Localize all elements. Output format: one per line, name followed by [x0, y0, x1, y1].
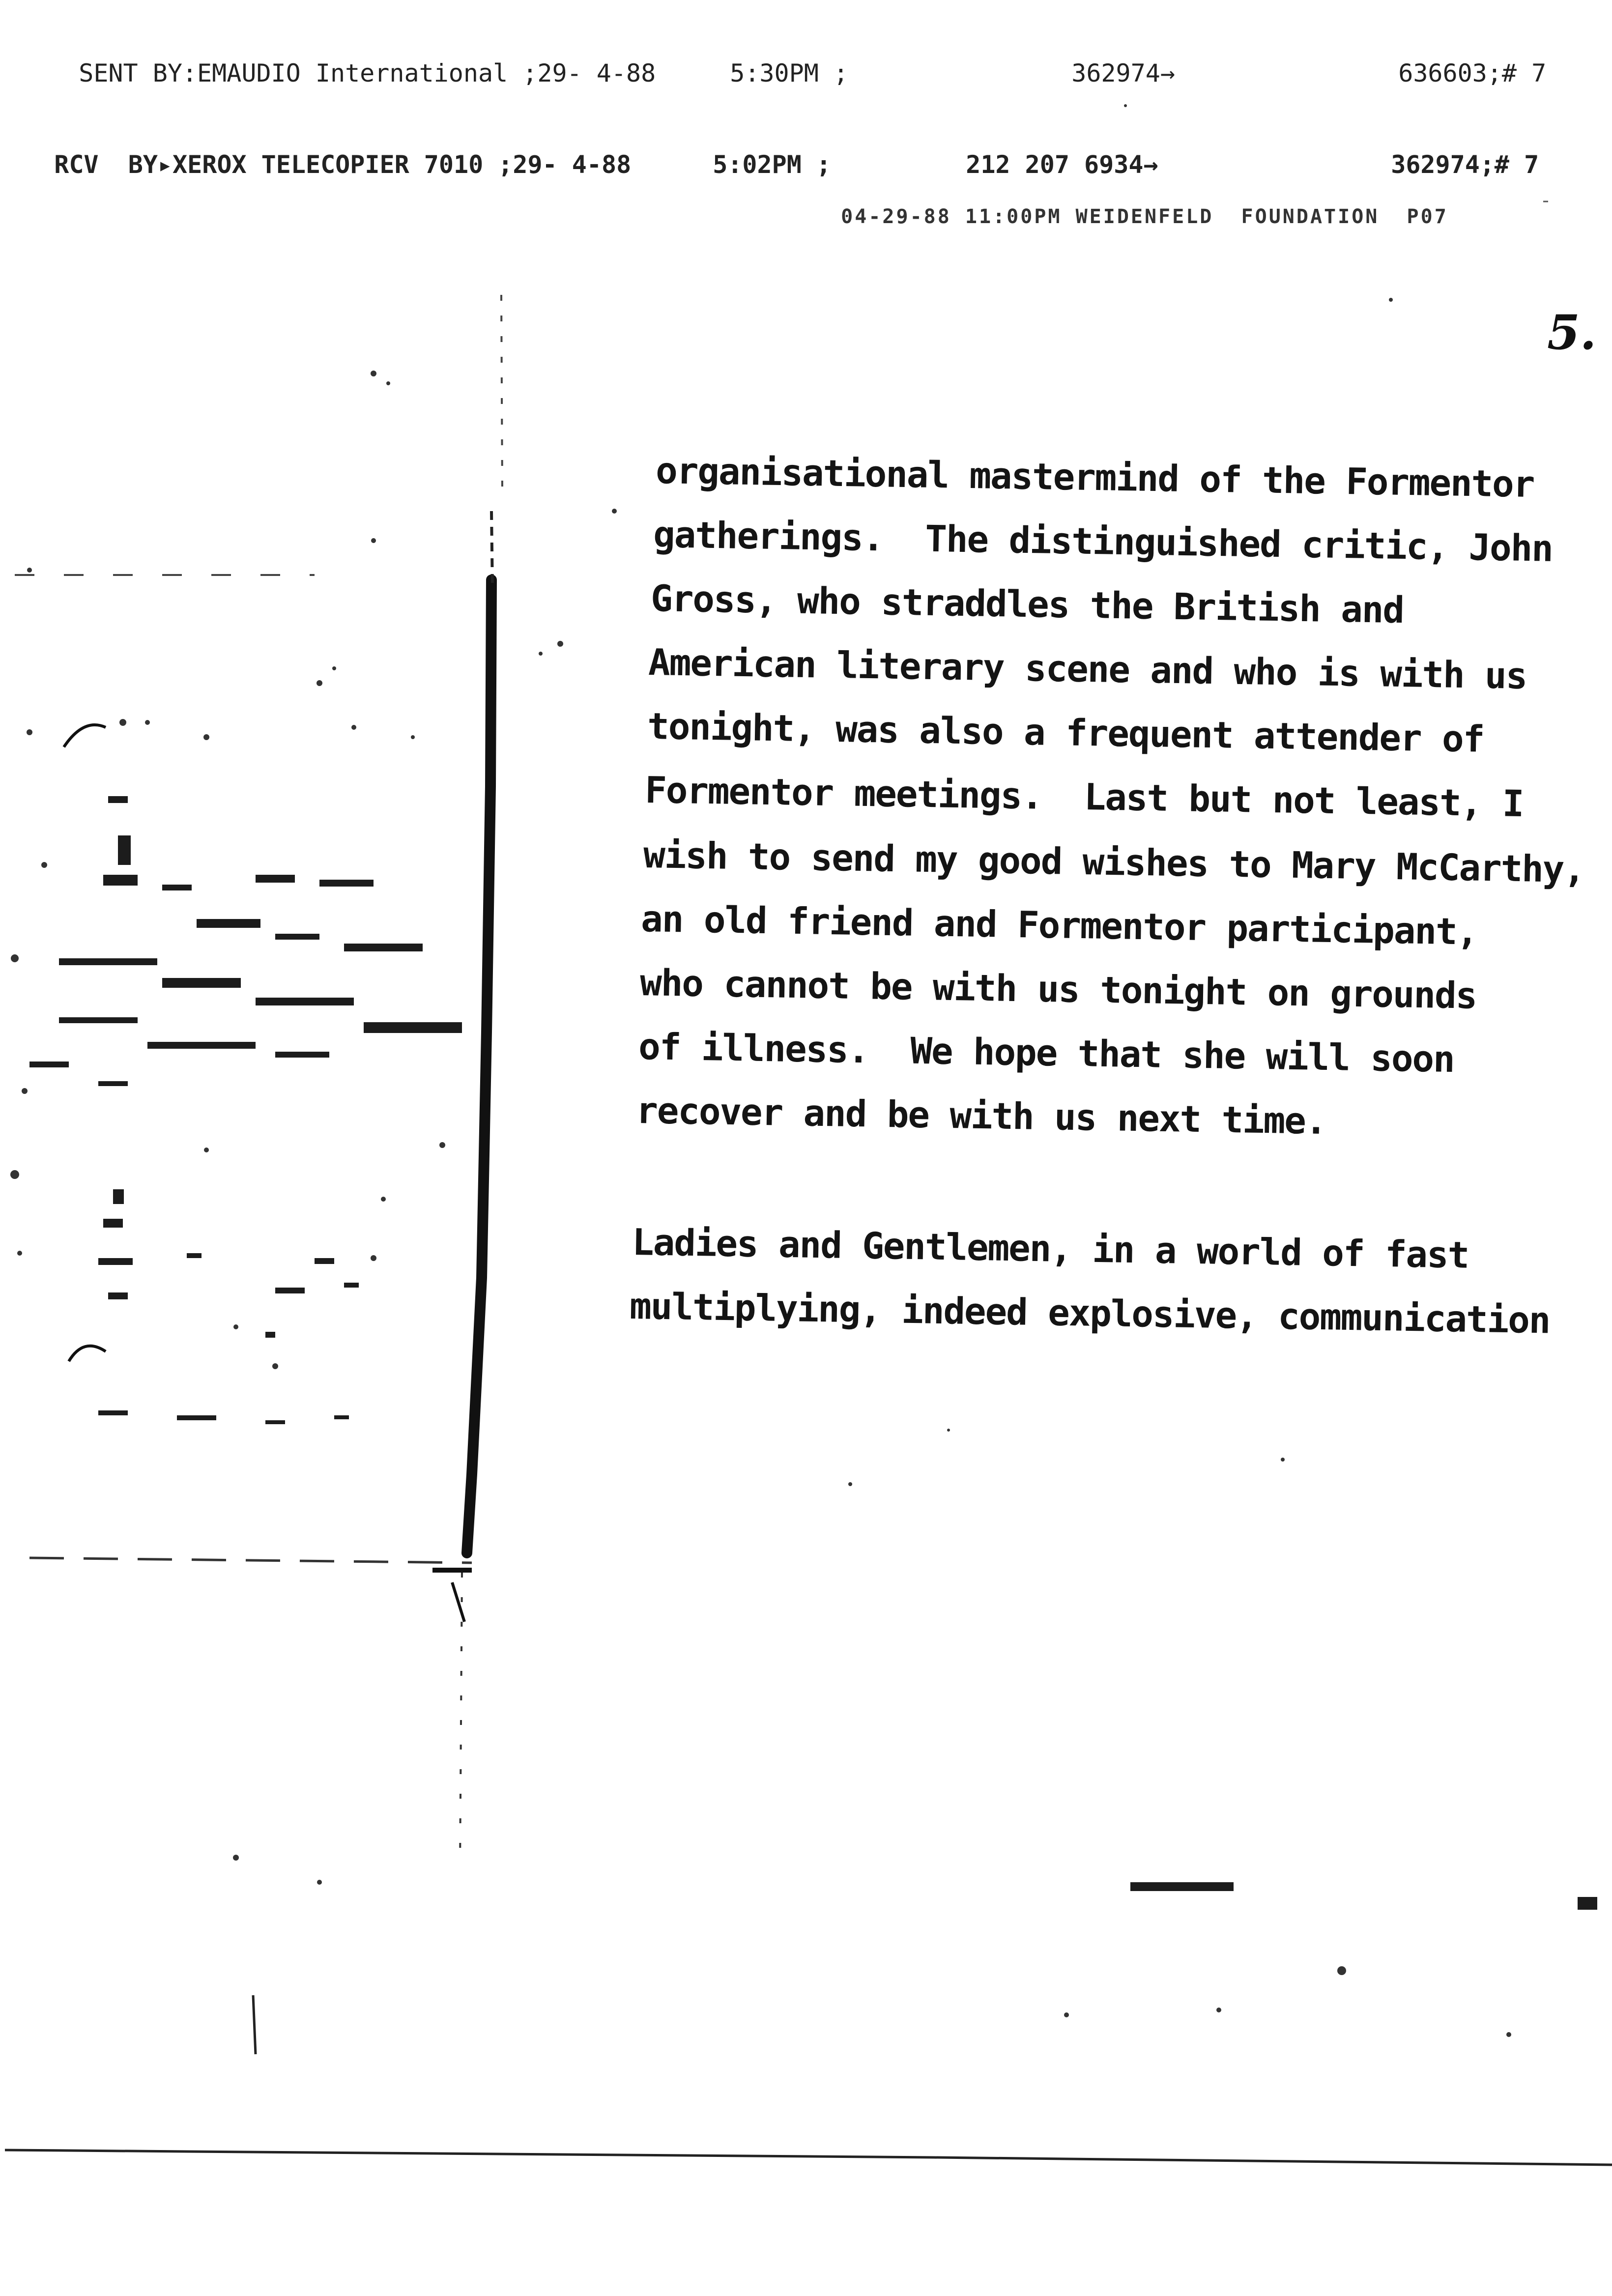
fax-header-rcv-page	[1361, 122, 1539, 179]
fax-header-sent-time	[700, 30, 848, 87]
body-line: of illness. We hope that she will soon	[638, 1026, 1455, 1081]
body-line: American literary scene and who is with us	[648, 641, 1527, 698]
body-line: multiplying, indeed explosive, communication	[629, 1285, 1551, 1342]
fax-header-rcv-time	[683, 122, 831, 179]
body-line: recover and be with us next time.	[635, 1090, 1327, 1143]
sent-number: 362974→	[1071, 59, 1175, 87]
sent-page: 636603;# 7	[1398, 59, 1547, 87]
fax-header-sent-page	[1369, 30, 1546, 87]
body-line: Ladies and Gentlemen, in a world of fast	[632, 1221, 1469, 1277]
rcv-time: 5:02PM ;	[713, 150, 832, 179]
body-line: wish to send my good wishes to Mary McCarthy,	[643, 834, 1585, 891]
rcv-page: 362974;# 7	[1391, 150, 1539, 179]
body-line: organisational mastermind of the Formentor	[655, 450, 1534, 506]
body-line: gatherings. The distinguished critic, John	[653, 514, 1553, 570]
fax-header-rcv-number	[936, 122, 1158, 179]
body-line: an old friend and Formentor participant,	[640, 898, 1478, 953]
body-line: Gross, who straddles the British and	[650, 577, 1404, 632]
fax-header-sent	[49, 30, 656, 87]
fax-header-weidenfeld	[813, 183, 1448, 228]
weidenfeld-line: 04-29-88 11:00PM WEIDENFELD FOUNDATION P07	[841, 205, 1448, 228]
sent-label: SENT BY:EMAUDIO International ;29- 4-88	[79, 59, 656, 87]
body-line: who cannot be with us tonight on grounds	[639, 962, 1477, 1017]
sent-time: 5:30PM ;	[730, 59, 849, 87]
page-number: 5.	[1547, 305, 1597, 360]
body-line: tonight, was also a frequent attender of	[647, 705, 1484, 761]
fax-header-sent-number	[1042, 30, 1175, 87]
body-line: Formentor meetings. Last but not least, I	[644, 769, 1524, 826]
fax-header-rcv	[25, 122, 631, 179]
rcv-number: 212 207 6934→	[966, 150, 1158, 179]
rcv-label: RCV BY▸XEROX TELECOPIER 7010 ;29- 4-88	[54, 150, 632, 179]
